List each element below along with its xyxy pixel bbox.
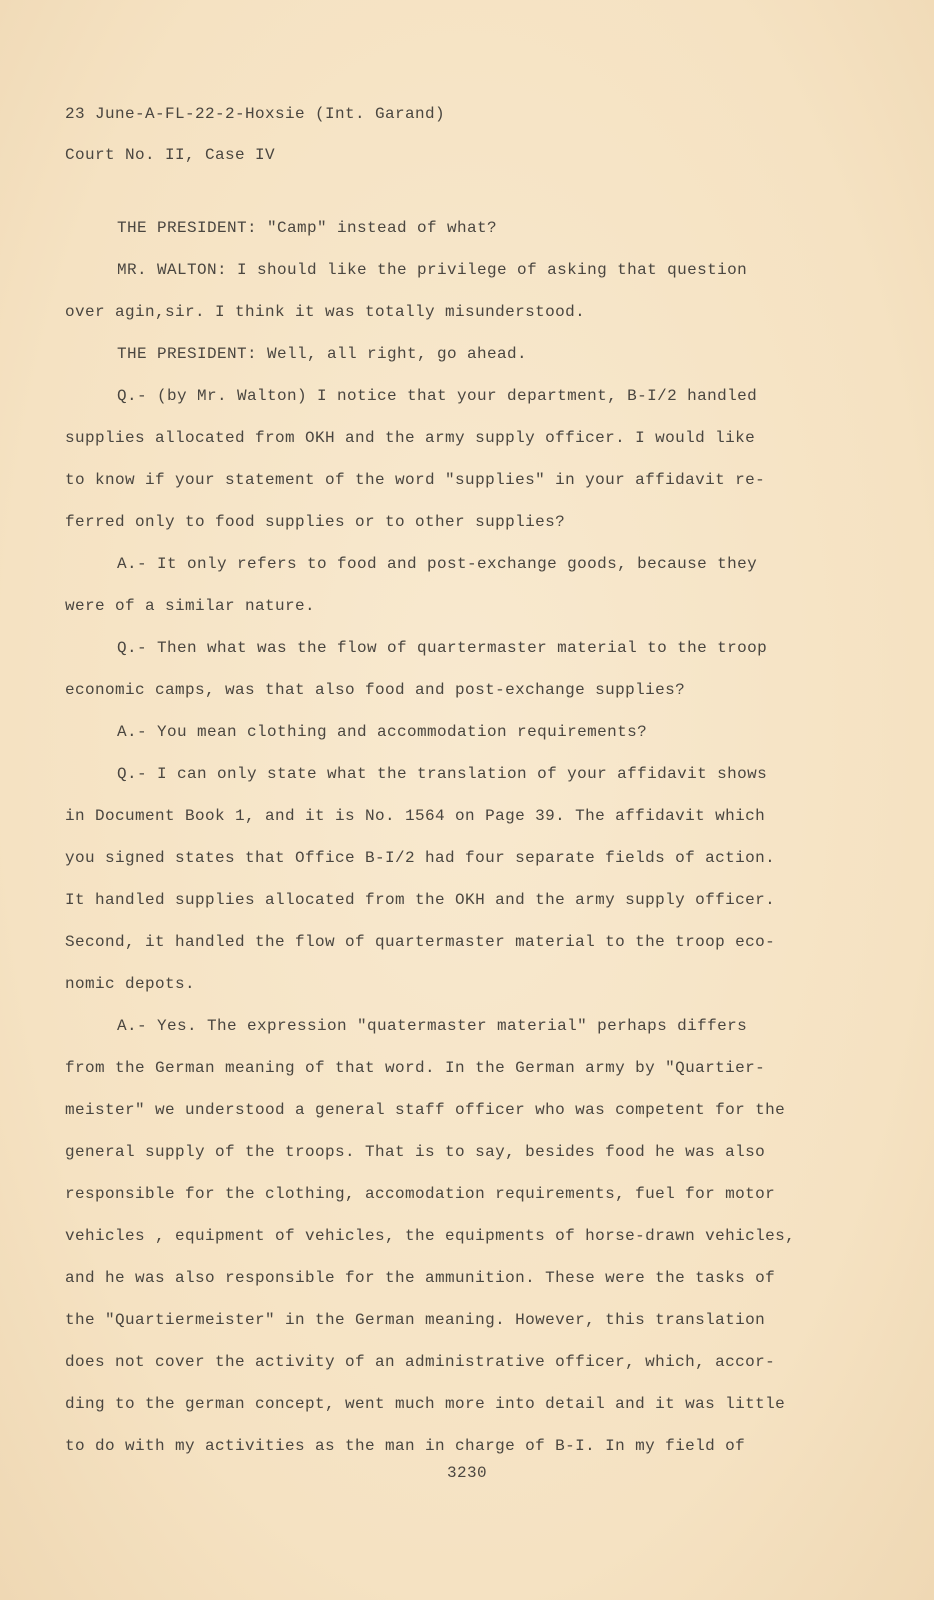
text-line: Q.- Then what was the flow of quartermaster material to the troop (117, 639, 768, 657)
transcript-paragraph (65, 249, 865, 333)
text-line: supplies allocated from OKH and the army supply officer. I would like (65, 429, 756, 447)
transcript-paragraph (65, 627, 865, 711)
text-line: vehicles , equipment of vehicles, the equipments of horse-drawn vehicles, (65, 1227, 796, 1245)
text-line: from the German meaning of that word. In the German army by "Quartier- (65, 1059, 766, 1077)
transcript-paragraph (65, 711, 865, 753)
text-line: to do with my activities as the man in charge of B-I. In my field of (65, 1437, 746, 1455)
text-line: meister" we understood a general staff officer who was competent for the (65, 1101, 786, 1119)
text-line: Second, it handled the flow of quartermaster material to the troop eco- (65, 933, 776, 951)
transcript-paragraph (65, 375, 865, 543)
document-header (65, 94, 445, 176)
text-line: A.- It only refers to food and post-exchange goods, because they (117, 555, 758, 573)
text-line: in Document Book 1, and it is No. 1564 on Page 39. The affidavit which (65, 807, 766, 825)
text-line: MR. WALTON: I should like the privilege of asking that question (117, 261, 748, 279)
text-line: economic camps, was that also food and post-exchange supplies? (65, 681, 686, 699)
text-line: does not cover the activity of an administrative officer, which, accor- (65, 1353, 776, 1371)
transcript-paragraph (65, 543, 865, 627)
text-line: ferred only to food supplies or to other supplies? (65, 513, 566, 531)
text-line: over agin,sir. I think it was totally misunderstood. (65, 303, 586, 321)
text-line: Q.- (by Mr. Walton) I notice that your department, B-I/2 handled (117, 387, 758, 405)
text-line: were of a similar nature. (65, 597, 316, 615)
transcript-paragraph (65, 1005, 865, 1467)
transcript-paragraph (65, 753, 865, 1005)
header-line: Court No. II, Case IV (65, 146, 276, 164)
text-line: and he was also responsible for the ammunition. These were the tasks of (65, 1269, 776, 1287)
text-line: general supply of the troops. That is to say, besides food he was also (65, 1143, 766, 1161)
text-line: nomic depots. (65, 975, 196, 993)
text-line: ding to the german concept, went much more into detail and it was little (65, 1395, 786, 1413)
text-line: Q.- I can only state what the translation of your affidavit shows (117, 765, 768, 783)
transcript-body (65, 207, 865, 1467)
text-line: It handled supplies allocated from the OKH and the army supply officer. (65, 891, 776, 909)
text-line: the "Quartiermeister" in the German meaning. However, this translation (65, 1311, 766, 1329)
text-line: A.- Yes. The expression "quatermaster material" perhaps differs (117, 1017, 748, 1035)
transcript-paragraph (65, 333, 865, 375)
page-number: 3230 (446, 1464, 487, 1482)
text-line: you signed states that Office B-I/2 had four separate fields of action. (65, 849, 776, 867)
text-line: THE PRESIDENT: "Camp" instead of what? (117, 219, 498, 237)
transcript-paragraph (65, 207, 865, 249)
text-line: responsible for the clothing, accomodation requirements, fuel for motor (65, 1185, 776, 1203)
text-line: A.- You mean clothing and accommodation requirements? (117, 723, 648, 741)
header-line: 23 June-A-FL-22-2-Hoxsie (Int. Garand) (65, 105, 446, 123)
text-line: to know if your statement of the word "supplies" in your affidavit re- (65, 471, 766, 489)
text-line: THE PRESIDENT: Well, all right, go ahead. (117, 345, 528, 363)
